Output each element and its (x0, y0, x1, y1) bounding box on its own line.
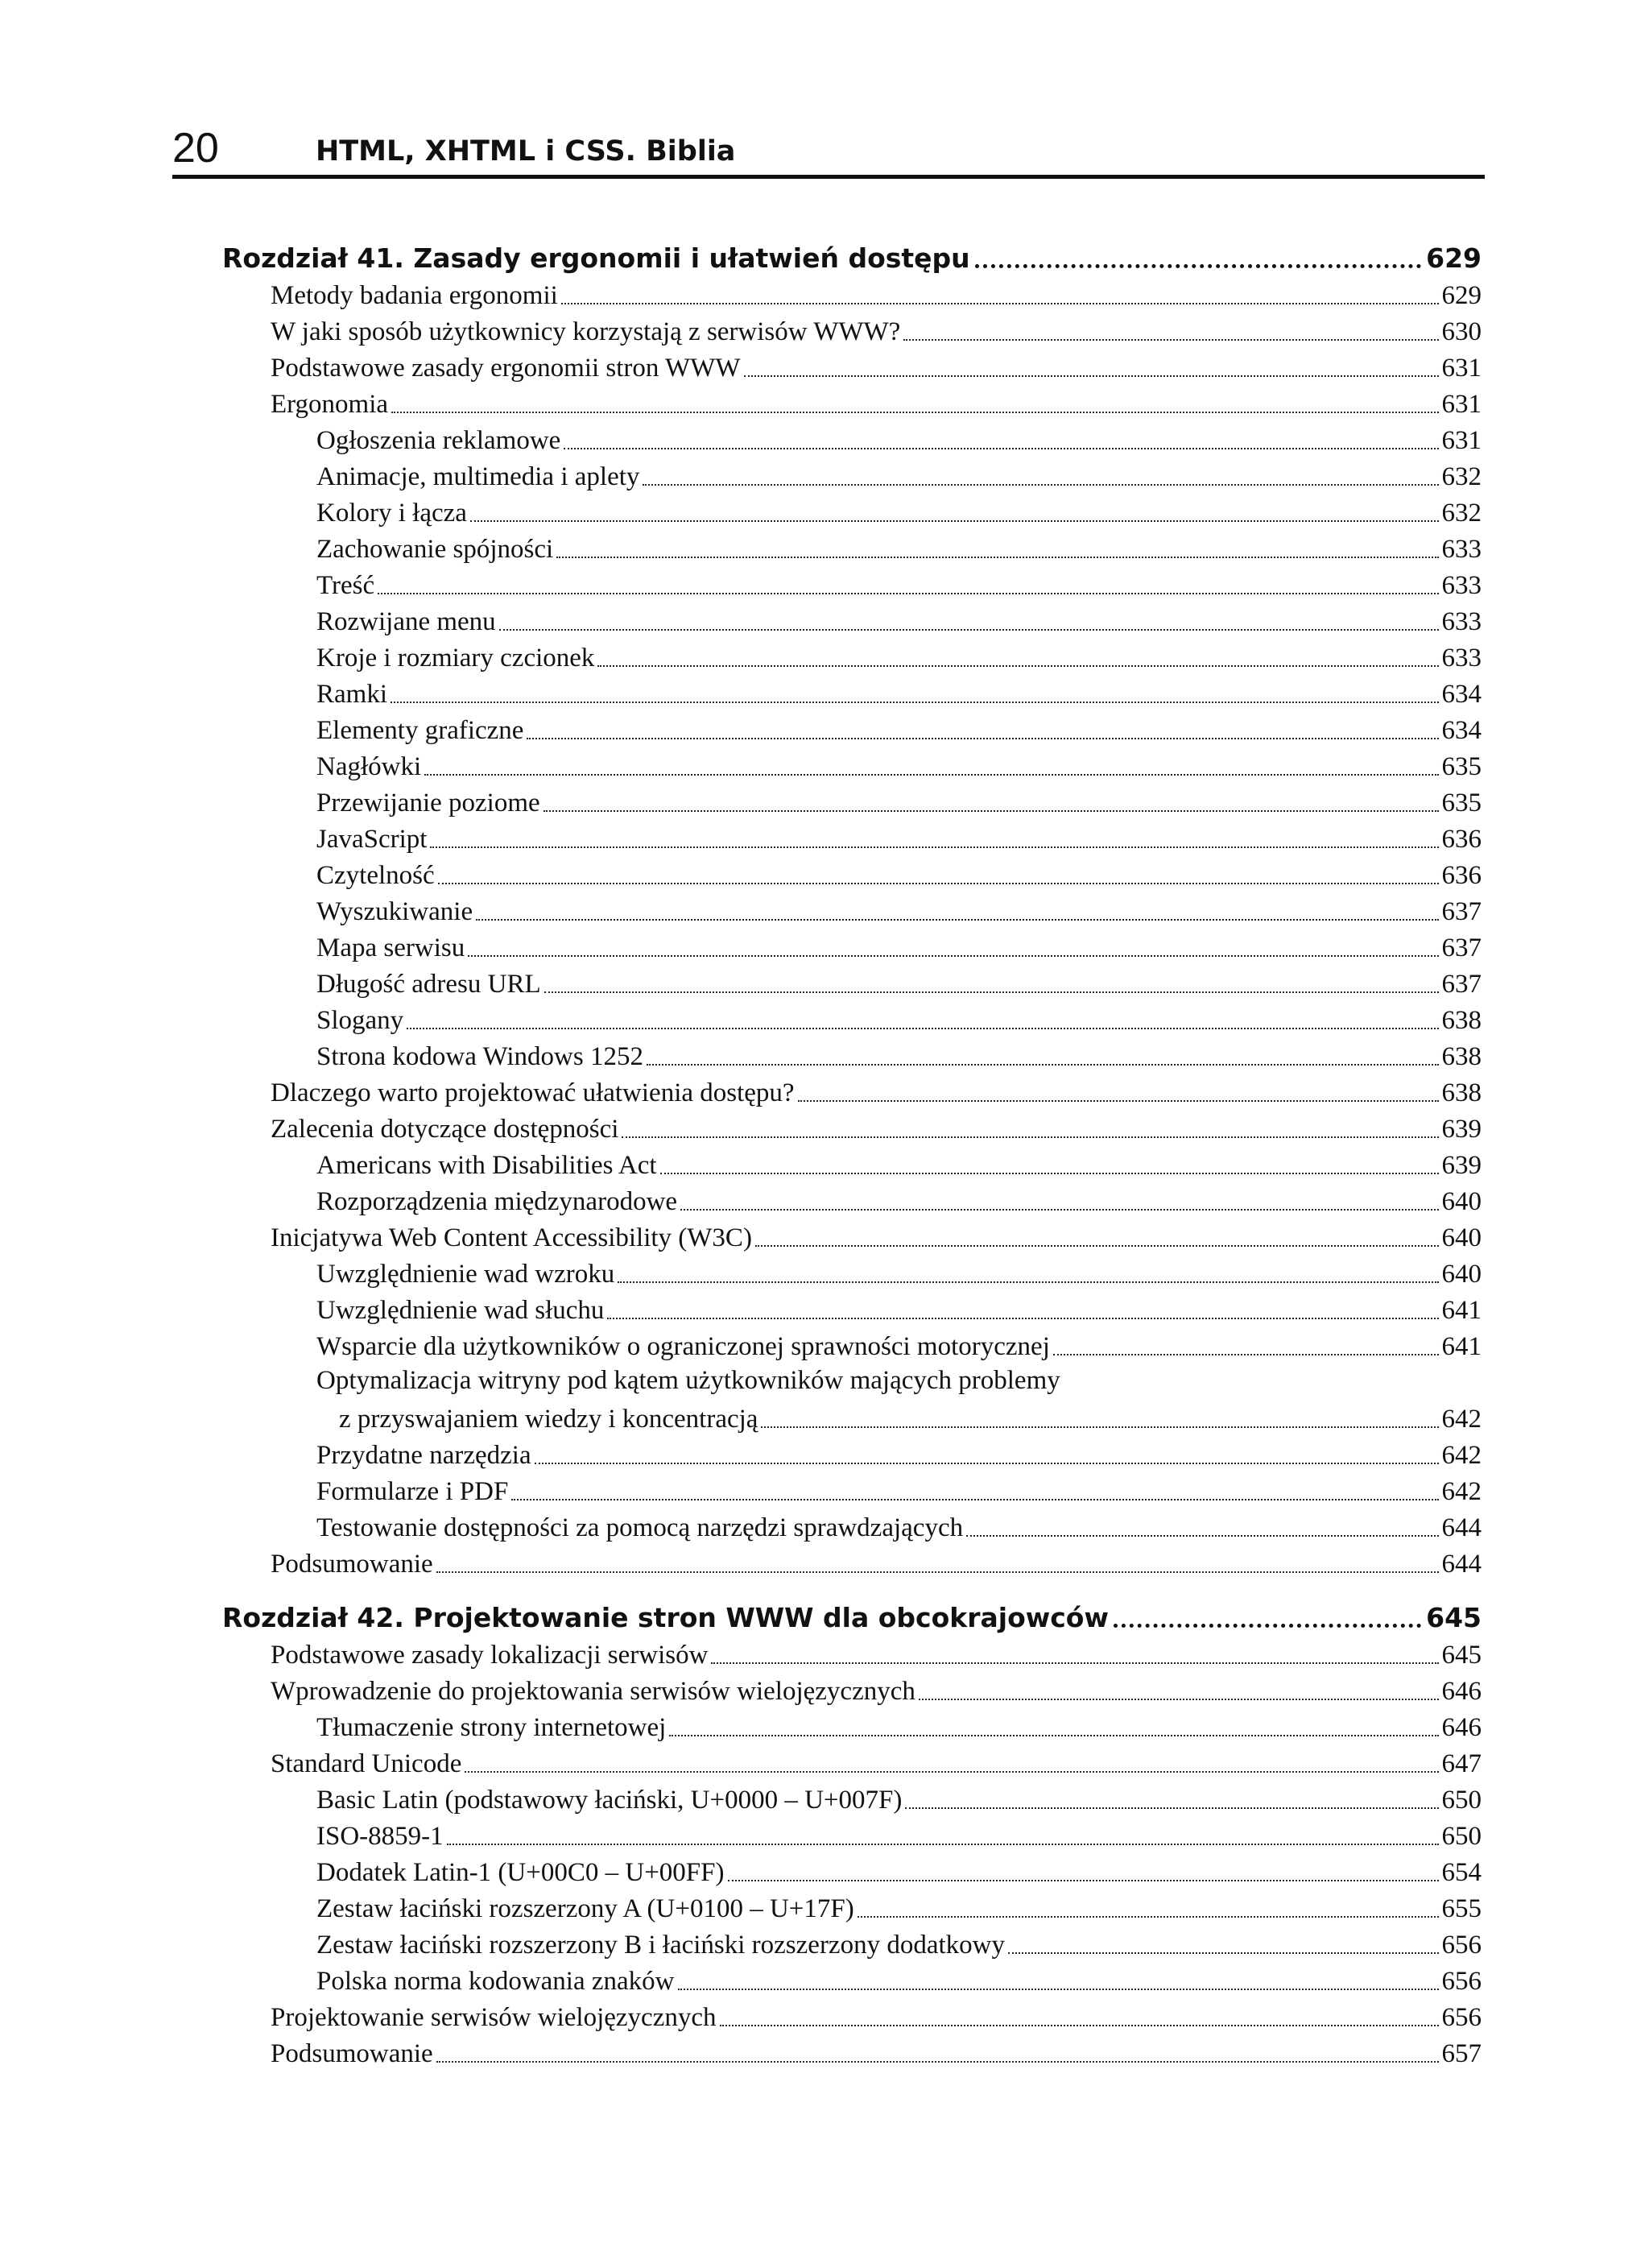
dot-leader (660, 1173, 1439, 1174)
toc-entry (222, 602, 1482, 639)
toc-entry-title: Ergonomia (271, 390, 389, 419)
dot-leader (511, 1499, 1438, 1500)
toc-entry-title: Treść (316, 571, 375, 600)
running-header (172, 121, 1485, 177)
dot-leader (744, 375, 1439, 377)
toc-entry-title: Podsumowanie (271, 1550, 433, 1579)
toc-entry (222, 1327, 1482, 1364)
toc-entry-page: 656 (1441, 1967, 1482, 1996)
toc-entry-title: Dlaczego warto projektować ułatwienia dostępu? (271, 1078, 795, 1107)
toc-entry-page: 633 (1441, 535, 1482, 564)
toc-entry (222, 1889, 1482, 1926)
toc-entry-page: 631 (1441, 354, 1482, 383)
toc-entry-title: Wyszukiwanie (316, 897, 473, 926)
dot-leader (438, 883, 1439, 884)
dot-leader (798, 1100, 1439, 1102)
dot-leader (618, 1281, 1438, 1283)
toc-entry (222, 892, 1482, 929)
dot-leader (711, 1662, 1438, 1664)
toc-entry-page: 639 (1441, 1151, 1482, 1180)
dot-leader (607, 1318, 1438, 1319)
toc-entry-title: Americans with Disabilities Act (316, 1151, 657, 1180)
toc-entry-title: Zestaw łaciński rozszerzony A (U+0100 – U+17F) (316, 1894, 854, 1923)
toc-entry-title: Slogany (316, 1006, 404, 1035)
toc-entry (222, 1182, 1482, 1219)
toc-entry-page: 637 (1441, 970, 1482, 999)
toc-entry-title: Podsumowanie (271, 2039, 433, 2068)
toc-entry (222, 675, 1482, 711)
toc-entry-title: Basic Latin (podstawowy łaciński, U+0000 – U+007F) (316, 1786, 903, 1815)
dot-leader (470, 520, 1439, 522)
toc-entry-page: 640 (1441, 1260, 1482, 1289)
toc-entry-title: Kolory i łącza (316, 499, 467, 528)
toc-entry-page: 638 (1441, 1078, 1482, 1107)
toc-entry-title: Elementy graficzne (316, 716, 524, 745)
toc-entry-title: Przydatne narzędzia (316, 1441, 531, 1470)
toc-entry (222, 1545, 1482, 1581)
toc-entry-title: Animacje, multimedia i aplety (316, 462, 640, 491)
toc-entry (222, 784, 1482, 820)
toc-entry-title: Polska norma kodowania znaków (316, 1967, 675, 1996)
dot-leader (535, 1463, 1439, 1464)
toc-entry-title: JavaScript (316, 825, 428, 854)
chapter-heading (222, 1591, 1482, 1636)
dot-leader (476, 919, 1438, 921)
toc-entry (222, 820, 1482, 856)
dot-leader (543, 810, 1439, 812)
dot-leader (527, 738, 1438, 739)
chapter-page: 629 (1426, 242, 1482, 274)
dot-leader (622, 1136, 1438, 1138)
toc-entry-title: Dodatek Latin-1 (U+00C0 – U+00FF) (316, 1858, 725, 1887)
dot-leader (919, 1699, 1439, 1700)
dot-leader (903, 339, 1438, 341)
toc-entry-page: 634 (1441, 680, 1482, 709)
dot-leader (424, 774, 1438, 776)
dot-leader (1008, 1952, 1439, 1954)
dot-leader (647, 1064, 1439, 1066)
toc-entry-page: 632 (1441, 499, 1482, 528)
dot-leader (761, 1426, 1438, 1428)
toc-entry-page: 642 (1441, 1441, 1482, 1470)
toc-entry (222, 1962, 1482, 1998)
dot-leader (975, 264, 1421, 268)
toc-entry-page: 647 (1441, 1749, 1482, 1778)
toc-entry-page: 655 (1441, 1894, 1482, 1923)
toc-entry-page: 640 (1441, 1223, 1482, 1252)
toc-entry (222, 1672, 1482, 1708)
toc-entry-title: Podstawowe zasady lokalizacji serwisów (271, 1641, 709, 1670)
dot-leader (468, 955, 1438, 957)
toc-entry-title: Metody badania ergonomii (271, 281, 558, 310)
toc-entry-page: 635 (1441, 752, 1482, 781)
dot-leader (966, 1535, 1438, 1537)
book-title: HTML, XHTML i CSS. Biblia (316, 135, 736, 168)
toc-entry (222, 1219, 1482, 1255)
toc-entry-page: 642 (1441, 1477, 1482, 1506)
toc-entry-title: Projektowanie serwisów wielojęzycznych (271, 2003, 717, 2032)
dot-leader (1114, 1624, 1421, 1628)
table-of-contents (222, 231, 1482, 2071)
toc-entry-title: Zalecenia dotyczące dostępności (271, 1115, 619, 1144)
dot-leader (436, 2061, 1439, 2063)
toc-entry-title: ISO-8859-1 (316, 1822, 444, 1851)
toc-entry-page: 637 (1441, 897, 1482, 926)
toc-entry (222, 1708, 1482, 1744)
toc-entry-title: Ramki (316, 680, 387, 709)
toc-entry (222, 929, 1482, 965)
chapter-title: Rozdział 42. Projektowanie stron WWW dla obcokrajowców (222, 1602, 1109, 1633)
toc-entry-title: W jaki sposób użytkownicy korzystają z serwisów WWW? (271, 317, 901, 346)
toc-entry-title: Kroje i rozmiary czcionek (316, 644, 595, 673)
toc-entry-title: Strona kodowa Windows 1252 (316, 1042, 643, 1071)
toc-entry (222, 276, 1482, 312)
toc-entry-page: 644 (1441, 1550, 1482, 1579)
toc-entry-page: 644 (1441, 1513, 1482, 1542)
dot-leader (680, 1209, 1438, 1211)
toc-entry-page: 631 (1441, 426, 1482, 455)
toc-entry-title: Rozwijane menu (316, 607, 496, 636)
dot-leader (391, 412, 1438, 413)
toc-entry-page: 631 (1441, 390, 1482, 419)
toc-entry-page: 636 (1441, 825, 1482, 854)
toc-entry-page: 641 (1441, 1296, 1482, 1325)
toc-entry (222, 385, 1482, 421)
toc-entry-title: Standard Unicode (271, 1749, 462, 1778)
toc-entry (222, 312, 1482, 349)
toc-entry-title: Podstawowe zasady ergonomii stron WWW (271, 354, 741, 383)
toc-entry (222, 421, 1482, 457)
toc-entry-page: 656 (1441, 2003, 1482, 2032)
dot-leader (858, 1916, 1439, 1918)
chapter-title: Rozdział 41. Zasady ergonomii i ułatwień dostępu (222, 242, 970, 274)
toc-entry-title: Zestaw łaciński rozszerzony B i łaciński rozszerzony dodatkowy (316, 1931, 1005, 1960)
toc-entry-title: Testowanie dostępności za pomocą narzędzi sprawdzających (316, 1513, 964, 1542)
toc-entry-title: Uwzględnienie wad wzroku (316, 1260, 615, 1289)
dot-leader (728, 1880, 1439, 1881)
toc-entry-page: 645 (1441, 1641, 1482, 1670)
toc-entry (222, 747, 1482, 784)
chapter-heading (222, 231, 1482, 276)
toc-entry-title: Zachowanie spójności (316, 535, 554, 564)
toc-entry (222, 1436, 1482, 1472)
toc-entry-title: Długość adresu URL (316, 970, 541, 999)
dot-leader (678, 1989, 1439, 1990)
toc-entry-page: 633 (1441, 644, 1482, 673)
toc-entry-page: 638 (1441, 1042, 1482, 1071)
toc-entry (222, 349, 1482, 385)
toc-entry-page: 637 (1441, 933, 1482, 962)
toc-entry-page: 654 (1441, 1858, 1482, 1887)
dot-leader (561, 303, 1439, 304)
toc-entry (222, 1472, 1482, 1509)
toc-entry-page: 639 (1441, 1115, 1482, 1144)
toc-entry-page: 640 (1441, 1187, 1482, 1216)
toc-entry-title: Tłumaczenie strony internetowej (316, 1713, 667, 1742)
dot-leader (499, 629, 1439, 631)
toc-entry (222, 1074, 1482, 1110)
toc-entry-title: Inicjatywa Web Content Accessibility (W3C) (271, 1223, 752, 1252)
dot-leader (465, 1771, 1438, 1773)
toc-entry-title: Uwzględnienie wad słuchu (316, 1296, 605, 1325)
toc-entry (222, 1001, 1482, 1037)
toc-entry (222, 457, 1482, 494)
toc-entry-title-cont: z przyswajaniem wiedzy i koncentracją (339, 1405, 758, 1434)
toc-entry-page: 633 (1441, 571, 1482, 600)
dot-leader (436, 1571, 1439, 1573)
toc-entry (222, 856, 1482, 892)
toc-entry-page: 635 (1441, 788, 1482, 817)
toc-entry (222, 1364, 1482, 1436)
dot-leader (720, 2025, 1439, 2026)
toc-entry-page: 650 (1441, 1786, 1482, 1815)
header-rule (172, 175, 1485, 179)
dot-leader (643, 484, 1438, 486)
toc-entry-page: 650 (1441, 1822, 1482, 1851)
toc-entry-title: Przewijanie poziome (316, 788, 540, 817)
toc-entry (222, 1291, 1482, 1327)
toc-entry (222, 1817, 1482, 1853)
toc-entry (222, 639, 1482, 675)
dot-leader (564, 448, 1438, 449)
toc-entry-page: 630 (1441, 317, 1482, 346)
toc-entry-title: Nagłówki (316, 752, 422, 781)
toc-entry (222, 494, 1482, 530)
toc-entry-page: 641 (1441, 1332, 1482, 1361)
toc-entry-page: 629 (1441, 281, 1482, 310)
dot-leader (430, 846, 1438, 848)
dot-leader (391, 702, 1439, 703)
toc-entry (222, 1255, 1482, 1291)
dot-leader (597, 665, 1438, 667)
dot-leader (407, 1028, 1438, 1029)
toc-entry (222, 1853, 1482, 1889)
toc-entry-title: Wsparcie dla użytkowników o ograniczonej sprawności motorycznej (316, 1332, 1050, 1361)
dot-leader (1053, 1354, 1439, 1355)
toc-entry-title: Optymalizacja witryny pod kątem użytkowników mających problemy (316, 1366, 1060, 1395)
toc-entry-page: 633 (1441, 607, 1482, 636)
toc-entry-page: 638 (1441, 1006, 1482, 1035)
toc-entry (222, 1744, 1482, 1781)
toc-entry (222, 1037, 1482, 1074)
toc-entry-page: 636 (1441, 861, 1482, 890)
dot-leader (556, 557, 1438, 558)
toc-entry-page: 632 (1441, 462, 1482, 491)
toc-entry (222, 1926, 1482, 1962)
toc-entry (222, 1146, 1482, 1182)
toc-entry (222, 1509, 1482, 1545)
page-number: 20 (172, 125, 219, 172)
dot-leader (378, 593, 1438, 594)
toc-entry-title: Ogłoszenia reklamowe (316, 426, 561, 455)
dot-leader (447, 1844, 1439, 1845)
toc-entry-page: 656 (1441, 1931, 1482, 1960)
dot-leader (544, 991, 1439, 993)
toc-entry (222, 530, 1482, 566)
toc-entry-title: Mapa serwisu (316, 933, 465, 962)
dot-leader (755, 1245, 1439, 1247)
toc-entry (222, 965, 1482, 1001)
toc-entry (222, 1110, 1482, 1146)
toc-entry-page: 634 (1441, 716, 1482, 745)
toc-entry (222, 1636, 1482, 1672)
toc-entry (222, 711, 1482, 747)
toc-entry-page: 646 (1441, 1713, 1482, 1742)
toc-entry-title: Formularze i PDF (316, 1477, 509, 1506)
chapter-page: 645 (1426, 1602, 1482, 1633)
toc-entry-title: Czytelność (316, 861, 435, 890)
toc-entry (222, 2034, 1482, 2071)
toc-entry (222, 1781, 1482, 1817)
toc-entry-title: Wprowadzenie do projektowania serwisów wielojęzycznych (271, 1677, 915, 1706)
toc-entry-page: 642 (1441, 1405, 1482, 1434)
toc-entry-page: 646 (1441, 1677, 1482, 1706)
toc-entry (222, 1998, 1482, 2034)
toc-entry-title: Rozporządzenia międzynarodowe (316, 1187, 678, 1216)
toc-entry-page: 657 (1441, 2039, 1482, 2068)
dot-leader (669, 1735, 1438, 1736)
toc-entry (222, 566, 1482, 602)
dot-leader (905, 1807, 1438, 1809)
